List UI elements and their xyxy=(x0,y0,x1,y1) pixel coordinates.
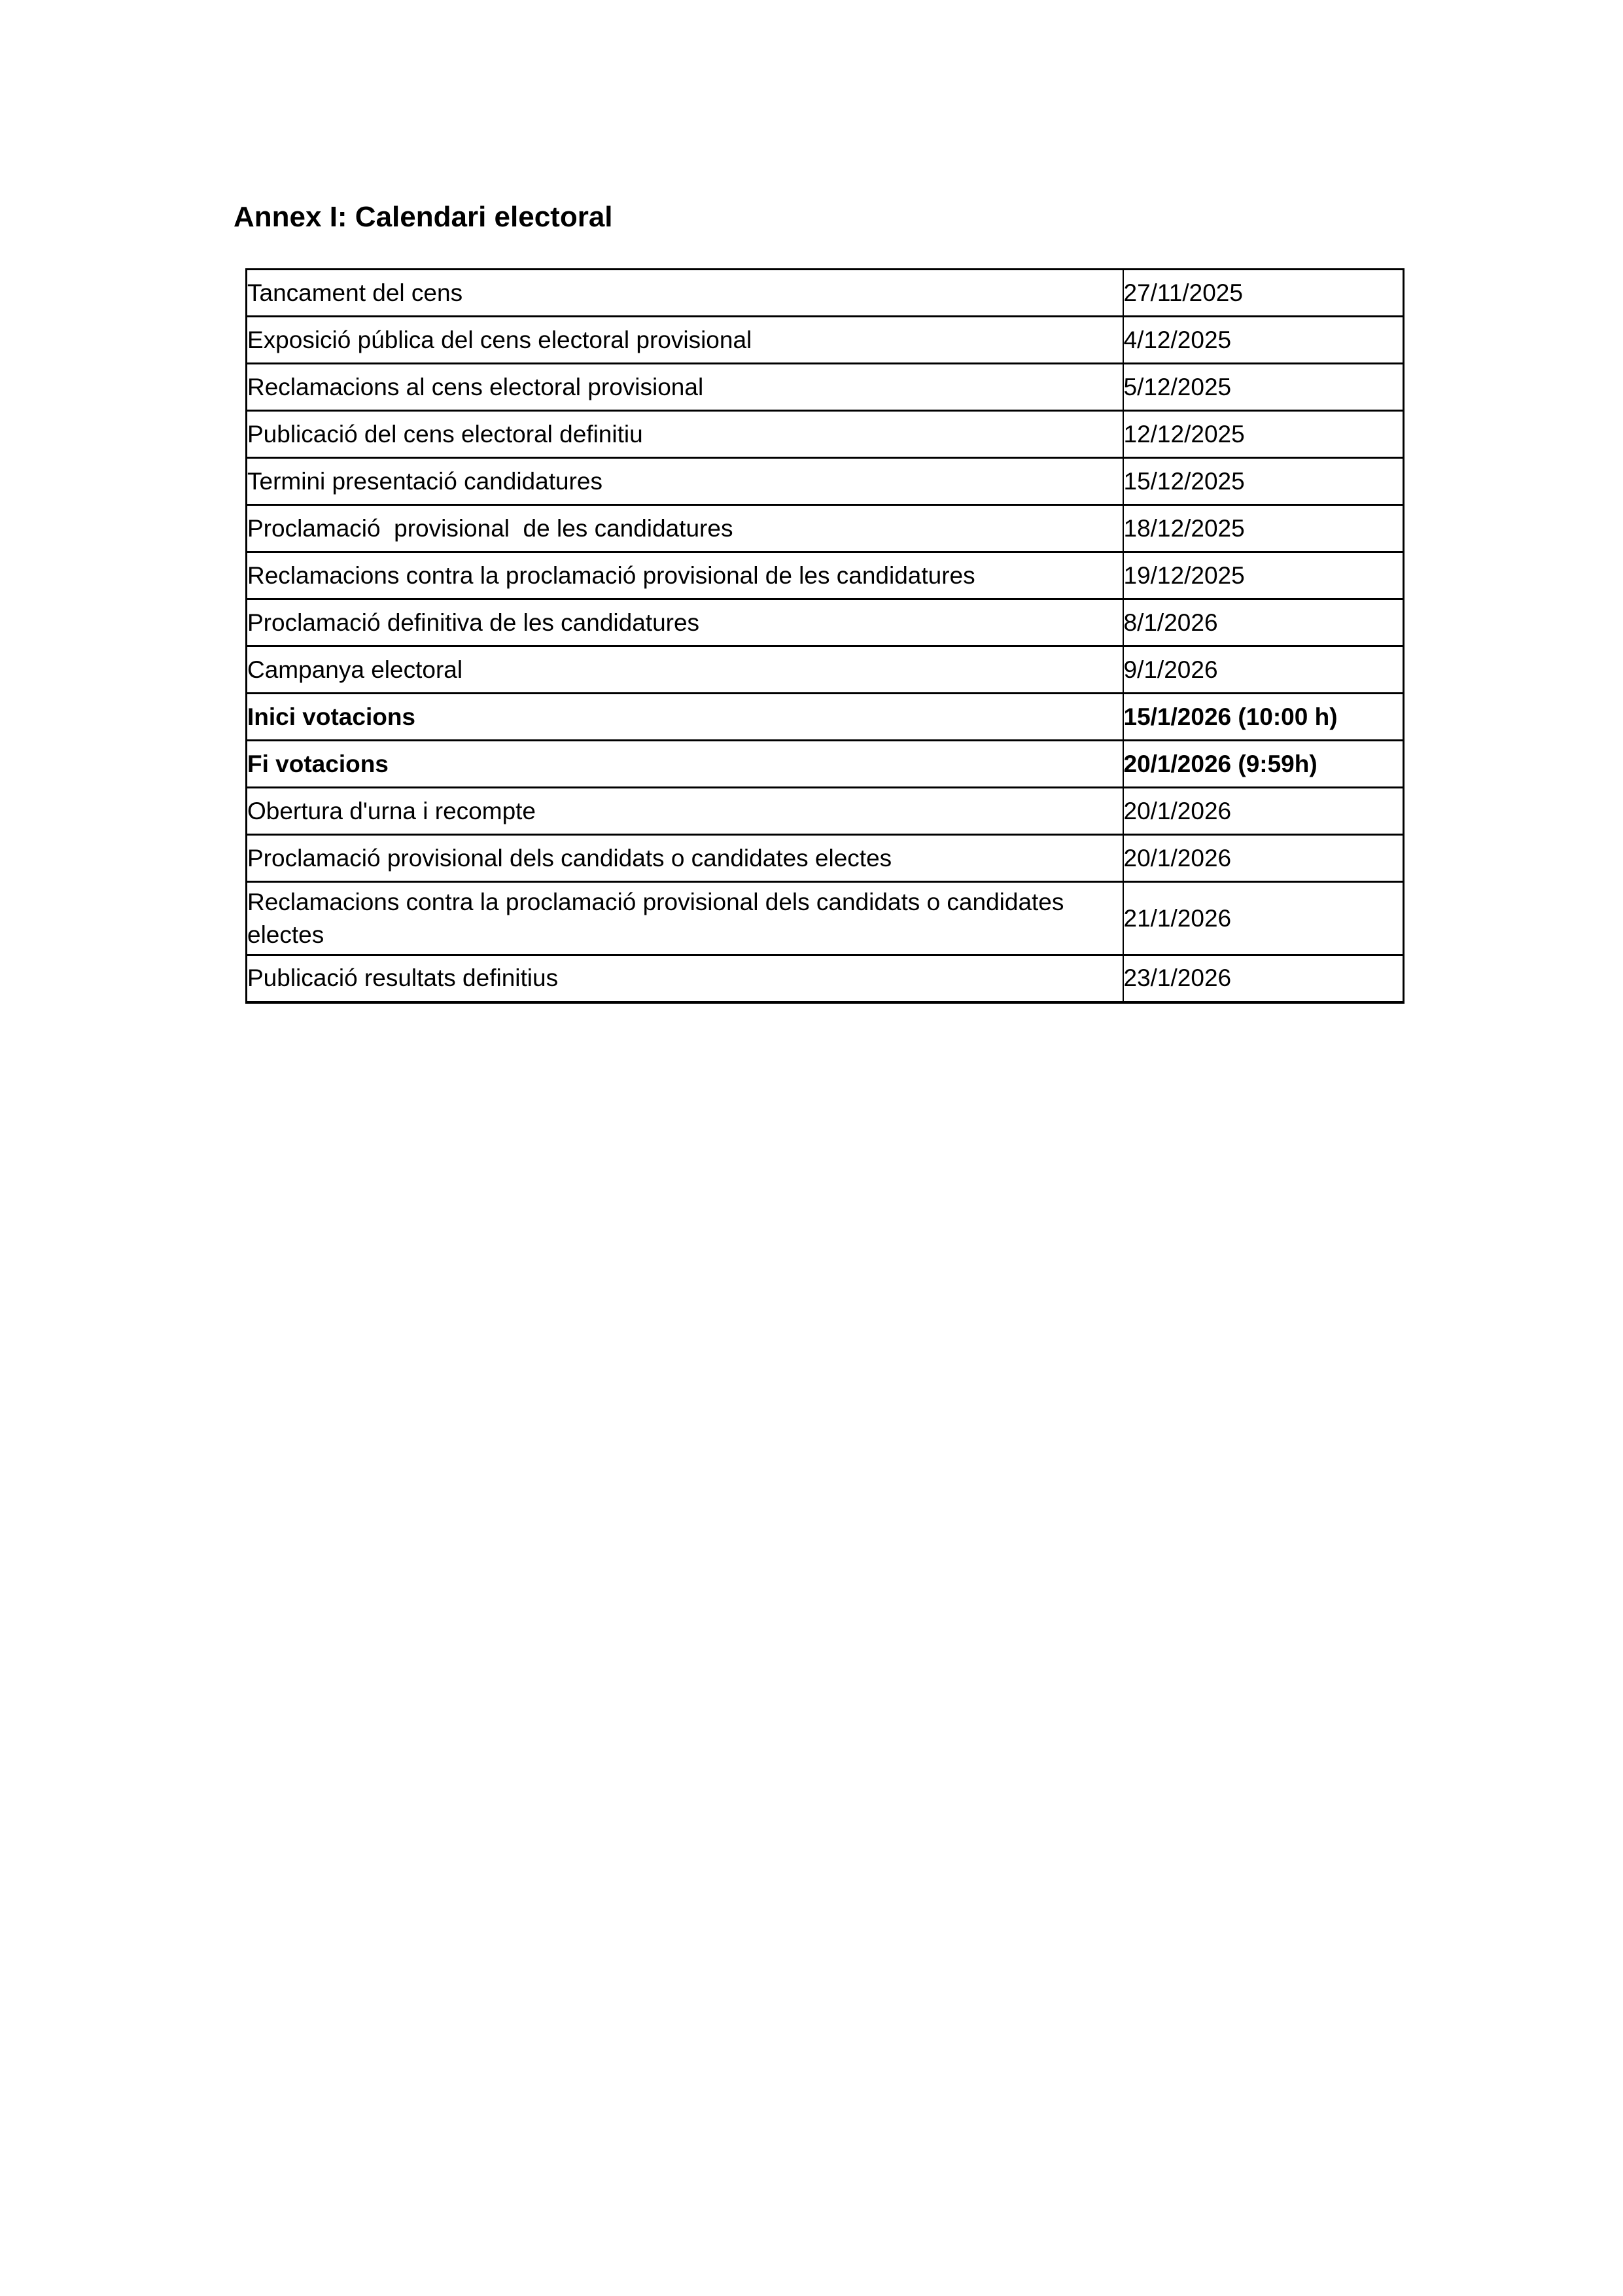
event-date: 19/12/2025 xyxy=(1123,552,1404,599)
table-row xyxy=(247,882,1404,955)
event-label: Obertura d'urna i recompte xyxy=(247,788,1123,835)
event-date: 18/12/2025 xyxy=(1123,505,1404,552)
event-date: 4/12/2025 xyxy=(1123,317,1404,364)
table-row xyxy=(247,788,1404,835)
event-date: 15/12/2025 xyxy=(1123,458,1404,505)
table-row xyxy=(247,411,1404,458)
table-row xyxy=(247,458,1404,505)
table-row xyxy=(247,270,1404,317)
event-label: Reclamacions contra la proclamació provisional de les candidatures xyxy=(247,552,1123,599)
table-row xyxy=(247,364,1404,411)
event-date: 15/1/2026 (10:00 h) xyxy=(1123,694,1404,741)
event-label: Proclamació definitiva de les candidatures xyxy=(247,599,1123,646)
event-label: Campanya electoral xyxy=(247,646,1123,694)
event-label: Reclamacions al cens electoral provisional xyxy=(247,364,1123,411)
event-label: Exposició pública del cens electoral provisional xyxy=(247,317,1123,364)
event-date: 20/1/2026 xyxy=(1123,788,1404,835)
event-label: Reclamacions contra la proclamació provisional dels candidats o candidates electes xyxy=(247,882,1123,955)
event-label: Publicació del cens electoral definitiu xyxy=(247,411,1123,458)
event-date: 9/1/2026 xyxy=(1123,646,1404,694)
table-row xyxy=(247,835,1404,882)
event-label: Termini presentació candidatures xyxy=(247,458,1123,505)
event-label: Tancament del cens xyxy=(247,270,1123,317)
page-title: Annex I: Calendari electoral xyxy=(234,201,613,233)
table-row xyxy=(247,599,1404,646)
event-date: 27/11/2025 xyxy=(1123,270,1404,317)
table-row xyxy=(247,317,1404,364)
event-date: 20/1/2026 (9:59h) xyxy=(1123,741,1404,788)
event-label: Proclamació provisional de les candidatures xyxy=(247,505,1123,552)
event-date: 12/12/2025 xyxy=(1123,411,1404,458)
event-label: Inici votacions xyxy=(247,694,1123,741)
event-date: 8/1/2026 xyxy=(1123,599,1404,646)
table-row xyxy=(247,955,1404,1002)
event-label: Proclamació provisional dels candidats o candidates electes xyxy=(247,835,1123,882)
electoral-calendar-table xyxy=(245,268,1405,1004)
table-row xyxy=(247,741,1404,788)
table-row xyxy=(247,505,1404,552)
event-date: 20/1/2026 xyxy=(1123,835,1404,882)
event-label: Fi votacions xyxy=(247,741,1123,788)
event-date: 23/1/2026 xyxy=(1123,955,1404,1002)
table-row xyxy=(247,694,1404,741)
event-label: Publicació resultats definitius xyxy=(247,955,1123,1002)
table-row xyxy=(247,552,1404,599)
event-date: 21/1/2026 xyxy=(1123,882,1404,955)
event-date: 5/12/2025 xyxy=(1123,364,1404,411)
table-row xyxy=(247,646,1404,694)
